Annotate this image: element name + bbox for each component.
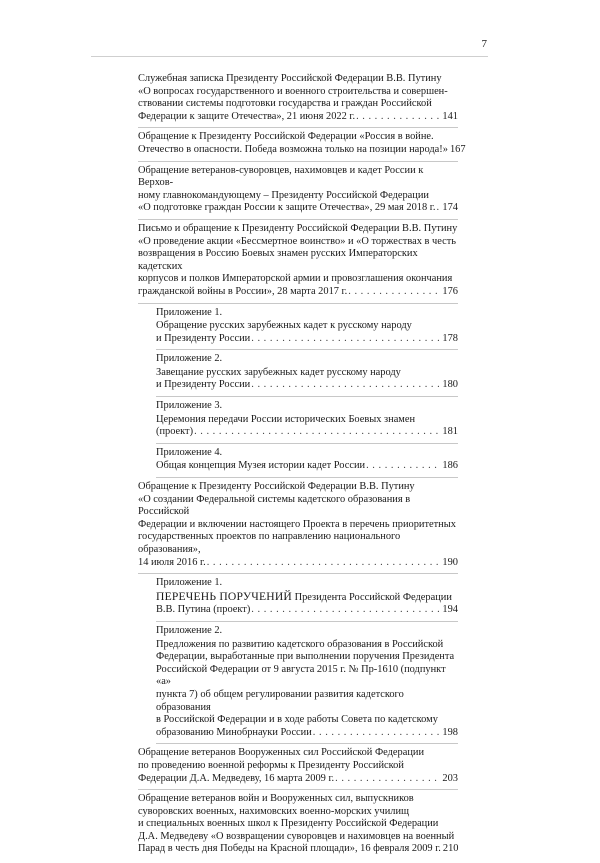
entry-title-line: Отечество в опасности. Победа возможна только на позиции народа!» xyxy=(138,143,448,155)
entry-last-line xyxy=(138,143,466,157)
toc-entry[interactable] xyxy=(138,747,458,790)
entry-title-line: гражданской войны в России», 28 марта 2017 г. xyxy=(138,285,348,297)
header-rule xyxy=(91,56,488,57)
toc-entry[interactable] xyxy=(138,793,458,860)
page-ref: 194 xyxy=(442,604,458,616)
page-ref: 210 xyxy=(442,843,459,855)
entry-title-line: Федерации Д.А. Медведеву, 16 марта 2009 г. xyxy=(138,772,335,784)
entry-last-line xyxy=(156,379,458,392)
entry-title-line: ному главнокомандующему – Президенту Российской Федерации xyxy=(138,189,429,201)
entry-last-line xyxy=(156,604,458,617)
entry-title-line: Церемония передачи России исторических Боевых знамен xyxy=(156,413,416,425)
dot-leader xyxy=(348,286,441,299)
entry-title-line: Федерации и включении настоящего Проекта в перечень приоритетных xyxy=(138,518,456,530)
entry-last-line xyxy=(156,426,458,439)
entry-title-line: Обращение к Президенту Российской Федерации «Россия в войне. xyxy=(138,131,434,143)
entry-title-line: «О вопросах государственного и военного строительства и совершен- xyxy=(138,85,448,97)
entry-last-line xyxy=(138,843,458,856)
entry-title-line: корпусов и полков Императорской армии и провозглашения окончания xyxy=(138,273,453,285)
page-ref: 203 xyxy=(442,772,458,784)
entry-last-line xyxy=(156,727,458,740)
entry-title-line: Служебная записка Президенту Российской Федерации В.В. Путину xyxy=(138,73,442,84)
entry-last-line xyxy=(138,286,458,299)
page-ref: 180 xyxy=(442,379,458,391)
entry-title-line: и специальных военных школ к Президенту Российской Федерации xyxy=(138,818,439,830)
entry-title-line: и Президенту России xyxy=(156,379,251,391)
appendix-label: Приложение 1. xyxy=(156,577,223,589)
entry-title-line: Парад в честь дня Победы на Красной площади», 16 февраля 2009 г. xyxy=(138,843,441,855)
entry-title-line: «О подготовке граждан России к защите Отечества», 29 мая 2018 г. xyxy=(138,202,436,214)
entry-title-line: В.В. Путина (проект) xyxy=(156,604,251,616)
page-ref: 190 xyxy=(442,556,458,568)
page-ref: 186 xyxy=(442,460,458,472)
toc-entry[interactable] xyxy=(138,73,458,128)
entry-title-line: Обращение ветеранов войн и Вооруженных сил, выпускников xyxy=(138,793,414,805)
entry-title-line: (проект) xyxy=(156,426,194,438)
toc-entry[interactable] xyxy=(138,165,458,220)
entry-title-line: Обращение ветеранов-суворовцев, нахимовцев и кадет России к Верхов- xyxy=(138,164,424,189)
entry-title-line: Д.А. Медведеву «О возвращении суворовцев и нахимовцев на военный xyxy=(138,830,455,842)
appendix-label: Приложение 1. xyxy=(156,306,223,318)
page-ref: 174 xyxy=(442,202,458,214)
entry-title-rest: Президента Российской Федерации xyxy=(291,591,452,603)
entry-title-line: Федерации к защите Отечества», 21 июня 2022 г. xyxy=(138,110,356,122)
entry-title-line: в Российской Федерации и в ходе работы Совета по кадетскому xyxy=(156,714,438,726)
appendix-label: Приложение 4. xyxy=(156,446,223,458)
page-ref: 181 xyxy=(442,426,458,438)
entry-last-line xyxy=(156,460,458,473)
page-number: 7 xyxy=(481,38,487,50)
entry-title-line: «О создании Федеральной системы кадетского образования в Российской xyxy=(138,493,411,518)
entry-title-line: пункта 7) об общем регулировании развития кадетского образования xyxy=(156,688,404,713)
dot-leader xyxy=(366,460,441,473)
entry-last-line xyxy=(138,111,458,124)
toc-subentry[interactable] xyxy=(156,353,458,397)
page-ref: 178 xyxy=(442,332,458,344)
toc-entry[interactable] xyxy=(138,481,458,574)
caps-heading: ПЕРЕЧЕНЬ ПОРУЧЕНИЙ xyxy=(156,589,292,603)
entry-title-line: образованию Минобрнауки России xyxy=(156,726,312,738)
page-ref: 176 xyxy=(442,285,458,297)
dot-leader xyxy=(313,727,442,740)
dot-leader xyxy=(436,202,441,215)
entry-title-line: Письмо и обращение к Президенту Российской Федерации В.В. Путину xyxy=(138,222,458,234)
entry-title-line: Федерации, выработанные при выполнении поручения Президента xyxy=(156,651,455,663)
entry-title-line: ствовании системы подготовки государства и граждан Российской xyxy=(138,98,432,110)
toc-entry[interactable] xyxy=(138,223,458,304)
entry-last-line xyxy=(138,557,458,570)
entry-title-line: «О проведение акции «Бессмертное воинство» и «О торжествах в честь xyxy=(138,235,456,247)
entry-title-line: Российской Федерации от 9 августа 2015 г. № Пр-1610 (подпункт «а» xyxy=(156,663,446,688)
entry-title-line: и Президенту России xyxy=(156,332,251,344)
page-ref: 167 xyxy=(449,143,466,155)
toc-entry[interactable] xyxy=(138,131,466,161)
entry-last-line xyxy=(156,333,458,346)
dot-leader xyxy=(356,111,441,124)
toc-subentry[interactable] xyxy=(156,447,458,478)
entry-title-line: суворовских военных, нахимовских военно-морских училищ xyxy=(138,805,410,817)
appendix-label: Приложение 2. xyxy=(156,353,223,365)
dot-leader xyxy=(207,557,442,570)
entry-title-line: Обращение русских зарубежных кадет к русскому народу xyxy=(156,320,412,332)
entry-last-line xyxy=(138,202,458,215)
entry-title-line: Обращение ветеранов Вооруженных сил Российской Федерации xyxy=(138,747,425,759)
appendix-label: Приложение 3. xyxy=(156,400,223,412)
entry-title-line: Завещание русских зарубежных кадет русскому народу xyxy=(156,366,401,378)
toc-subentry[interactable] xyxy=(156,625,458,744)
entry-title-line: возвращения в Россию Боевых знамен русских Императорских кадетских xyxy=(138,248,418,272)
dot-leader xyxy=(251,379,441,392)
dot-leader xyxy=(335,773,441,786)
dot-leader xyxy=(251,333,441,346)
toc-subentry[interactable] xyxy=(156,577,458,622)
entry-title-line: по проведению военной реформы к Президенту Российской xyxy=(138,759,404,771)
table-of-contents xyxy=(138,73,466,863)
page-ref: 141 xyxy=(442,110,458,122)
dot-leader xyxy=(194,426,441,439)
dot-leader xyxy=(251,604,441,617)
toc-subentry[interactable] xyxy=(156,307,458,351)
entry-title-line: государственных проектов по направлению национального образования», xyxy=(138,531,401,555)
entry-title-line: 14 июля 2016 г. xyxy=(138,556,206,568)
entry-title-line xyxy=(156,591,458,605)
toc-subentry[interactable] xyxy=(156,400,458,444)
entry-title-line: Предложения по развитию кадетского образования в Российской xyxy=(156,638,444,650)
page-ref: 198 xyxy=(442,726,458,738)
entry-title-line: Общая концепция Музея истории кадет России xyxy=(156,460,366,472)
entry-last-line xyxy=(138,773,458,786)
entry-title-line: Обращение к Президенту Российской Федерации В.В. Путину xyxy=(138,481,415,493)
appendix-label: Приложение 2. xyxy=(156,624,223,636)
